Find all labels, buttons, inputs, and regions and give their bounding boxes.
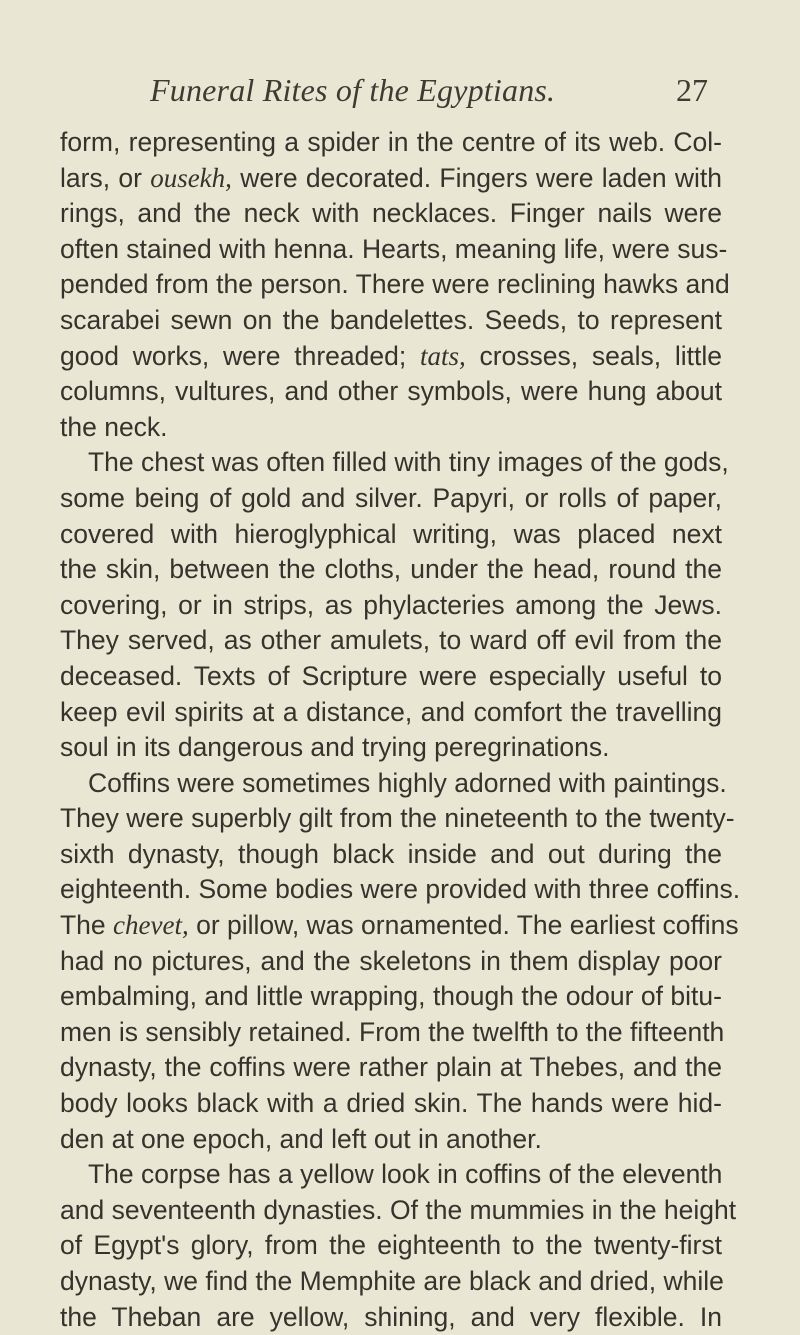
text-run: lars, or xyxy=(60,162,151,193)
text-line: soul in its dangerous and trying peregrinations. xyxy=(60,732,610,763)
text-line: had no pictures, and the skeletons in them display poor xyxy=(60,945,722,976)
text-line: pended from the person. There were reclining hawks and xyxy=(60,269,730,300)
text-line: The corpse has a yellow look in coffins of the eleventh xyxy=(88,1159,723,1190)
text-line: covering, or in strips, as phylacteries among the Jews. xyxy=(60,589,722,620)
running-head xyxy=(138,72,708,122)
text-run: good works, were threaded; xyxy=(60,340,420,371)
text-line xyxy=(60,908,739,944)
text-line: keep evil spirits at a distance, and comfort the travelling xyxy=(60,696,722,727)
text-line: dynasty, we find the Memphite are black and dried, while xyxy=(60,1266,724,1296)
text-line: The chest was often filled with tiny images of the gods, xyxy=(88,447,729,478)
text-line: They were superbly gilt from the nineteenth to the twenty- xyxy=(60,803,735,834)
text-line: eighteenth. Some bodies were provided with three coffins. xyxy=(60,874,741,905)
italic-term: tats, xyxy=(419,340,466,371)
text-line: deceased. Texts of Scripture were especially useful to xyxy=(60,660,722,691)
text-line: scarabei sewn on the bandelettes. Seeds, to represent xyxy=(60,304,722,335)
running-title: Funeral Rites of the Egyptians. xyxy=(150,72,556,108)
text-line: of Egypt's glory, from the eighteenth to the twenty-first xyxy=(60,1230,722,1261)
text-line xyxy=(60,161,722,197)
text-line: den at one epoch, and left out in another. xyxy=(60,1123,542,1154)
italic-term: ousekh, xyxy=(150,162,232,193)
text-line: sixth dynasty, though black inside and out during the xyxy=(60,838,722,869)
text-line: the Theban are yellow, shining, and very flexible. In xyxy=(60,1301,722,1332)
text-line: columns, vultures, and other symbols, were hung about xyxy=(60,376,722,407)
text-line xyxy=(60,339,722,375)
text-line: the neck. xyxy=(60,411,168,442)
text-line: the skin, between the cloths, under the head, round the xyxy=(60,554,722,585)
text-line: Coffins were sometimes highly adorned with paintings. xyxy=(88,767,727,798)
text-run: or pillow, was ornamented. The earliest coffins xyxy=(188,910,739,941)
text-line: embalming, and little wrapping, though the odour of bitu- xyxy=(60,981,722,1012)
italic-term: chevet, xyxy=(113,910,189,941)
text-line: men is sensibly retained. From the twelfth to the fifteenth xyxy=(60,1016,725,1047)
text-line: often stained with henna. Hearts, meaning life, were sus- xyxy=(60,233,728,264)
text-line: rings, and the neck with necklaces. Finger nails were xyxy=(60,198,722,229)
text-line: some being of gold and silver. Papyri, or rolls of paper, xyxy=(60,482,722,513)
text-line: and seventeenth dynasties. Of the mummies in the height xyxy=(60,1194,737,1225)
text-run: were decorated. Fingers were laden with xyxy=(231,162,723,193)
page-number: 27 xyxy=(676,72,708,108)
text-run: The xyxy=(60,910,114,941)
text-line: form, representing a spider in the centre of its web. Col- xyxy=(60,127,722,157)
text-line: covered with hieroglyphical writing, was placed next xyxy=(60,518,722,549)
body-text xyxy=(60,125,741,1335)
text-run: crosses, seals, little xyxy=(465,340,722,371)
text-line: They served, as other amulets, to ward off evil from the xyxy=(60,625,722,656)
text-line: dynasty, the coffins were rather plain at Thebes, and the xyxy=(60,1052,722,1083)
text-line: body looks black with a dried skin. The hands were hid- xyxy=(60,1088,722,1119)
